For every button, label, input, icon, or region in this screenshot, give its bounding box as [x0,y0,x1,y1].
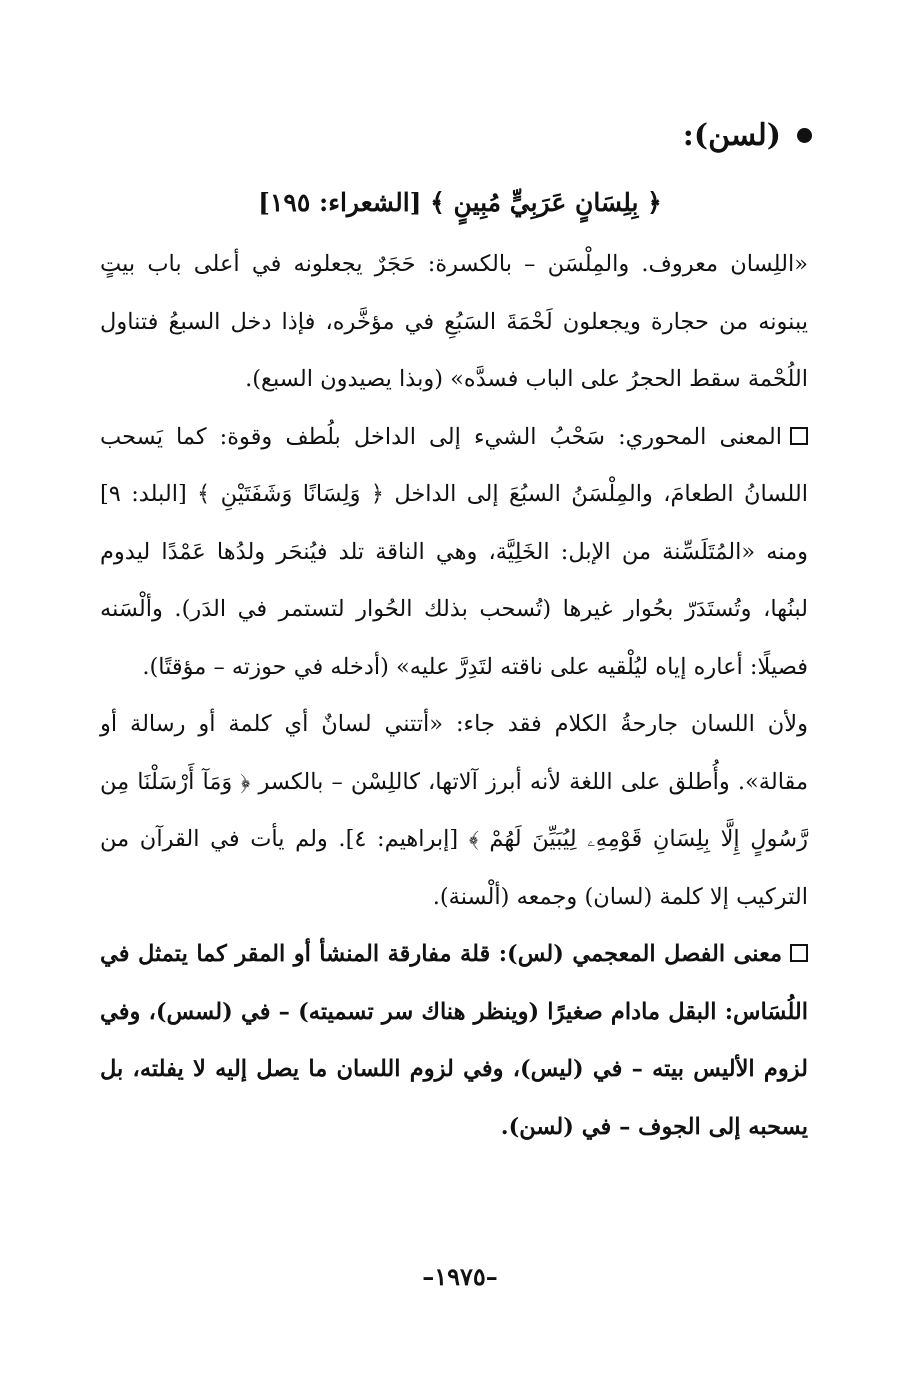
core-meaning-text: المعنى المحوري: سَحْبُ الشيء إلى الداخل بلُطف وقوة: كما يَسحب اللسانُ الطعامَ، والمِلْسَنُ السبُعَ إلى الداخل ﴿ وَلِسَانًا وَشَفَتَيْنِ ﴾ [البلد: ٩] ومنه «المُتَلَسِّنة من الإبل: الخَلِيَّة، وهي الناقة تلد فيُنحَر ولدُها عَمْدًا ليدوم لبنُها، وتُستَدَرّ بحُوار غيرها (تُسحب بذلك الحُوار لتستمر في الدَر). وألْسَنه فصيلًا: أعاره إياه ليُلْقيه على ناقته لتَدِرَّ عليه» (أدخله في حوزته – مؤقتًا). [100,423,808,680]
entry-root-label: (لسن): [682,118,781,153]
entry-body [100,236,808,1156]
lexical-meaning-text: معنى الفصل المعجمي (لس): قلة مفارقة المنشأ أو المقر كما يتمثل في اللُسَاس: البقل مادام صغيرًا (وينظر هناك سر تسميته) – في (لسس)، وفي لزوم الأليس بيته – في (ليس)، وفي لزوم اللسان ما يصل إليه لا يفلته، بل يسحبه إلى الجوف – في (لسن). [100,941,808,1140]
square-bullet-icon [790,427,808,445]
quran-verse-citation: ﴿ بِلِسَانٍ عَرَبِيٍّ مُبِينٍ ﴾ [الشعراء: ١٩٥] [258,188,662,217]
core-meaning-paragraph [100,409,808,697]
page-number: –١٩٧٥– [422,1262,498,1291]
definition-paragraph: «اللِسان معروف. والمِلْسَن – بالكسرة: حَجَرٌ يجعلونه في أعلى باب بيتٍ يبنونه من حجارة ويجعلون لَحْمَةَ السَبُعِ في مؤخَّره، فإذا دخل السبعُ فتناول اللُحْمة سقط الحجرُ على الباب فسدَّه» (وبذا يصيدون السبع). [100,251,808,392]
square-bullet-icon [790,944,808,962]
entry-heading [683,118,812,153]
bullet-icon [797,128,812,143]
lexical-meaning-paragraph [100,926,808,1156]
usage-paragraph: ولأن اللسان جارحةُ الكلام فقد جاء: «أتتني لسانٌ أي كلمة أو رسالة أو مقالة». وأُطلق على اللغة لأنه أبرز آلاتها، كاللِسْن – بالكسر ﴿ وَمَآ أَرْسَلْنَا مِن رَّسُولٍ إِلَّا بِلِسَانِ قَوْمِهِۦ لِيُبَيِّنَ لَهُمْ ﴾ [إبراهيم: ٤]. ولم يأت في القرآن من التركيب إلا كلمة (لسان) وجمعه (ألْسنة). [100,711,808,910]
